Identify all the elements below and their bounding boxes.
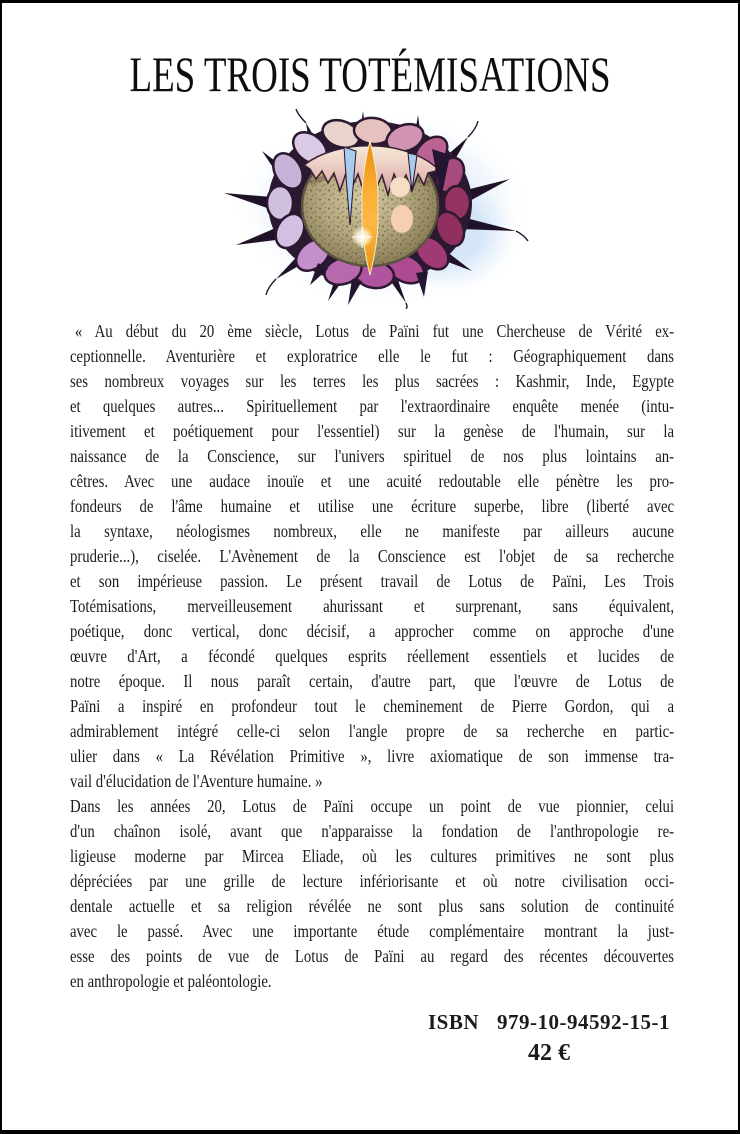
eye-illustration xyxy=(210,107,530,309)
isbn-value: 979-10-94592-15-1 xyxy=(497,1010,670,1034)
body-line: cêtres. Avec une audace inouïe et une acuité redoutable elle pénètre les pro- xyxy=(70,471,675,491)
body-line: Païni a inspiré en profondeur tout le cheminement de Pierre Gordon, qui a xyxy=(70,696,675,716)
body-line: dépréciées par une grille de lecture infériorisante et où notre civilisation occi- xyxy=(70,871,675,891)
body-line: œuvre d'Art, a fécondé quelques esprits réellement essentiels et lucides de xyxy=(70,646,675,666)
body-line: avec le passé. Avec une importante étude complémentaire montrant la just- xyxy=(70,921,675,941)
body-line: « Au début du 20 ème siècle, Lotus de Païni fut une Chercheuse de Vérité ex- xyxy=(74,321,675,341)
body-line: naissance de la Conscience, sur l'univers spirituel de nos plus lointains an- xyxy=(70,446,675,466)
isbn-label: ISBN xyxy=(427,1010,480,1034)
body-line: vail d'élucidation de l'Aventure humaine. » xyxy=(70,771,323,791)
body-line: d'un chaînon isolé, avant que n'apparaisse la fondation de l'anthropologie re- xyxy=(70,821,675,841)
isbn-price-block xyxy=(428,1010,670,1067)
body-line: poétique, donc vertical, donc décisif, a approcher comme on approche d'une xyxy=(70,621,675,641)
body-line: ligieuse moderne par Mircea Eliade, où les cultures primitives ne sont plus xyxy=(70,846,675,866)
body-line: pruderie...), ciselée. L'Avènement de la Conscience est l'objet de sa recherche xyxy=(70,546,675,566)
price: 42 € xyxy=(527,1040,570,1066)
body-line: notre époque. Il nous paraît certain, d'autre part, que l'œuvre de Lotus de xyxy=(70,671,675,691)
body-line: admirablement intégré celle-ci selon l'angle propre de sa recherche en partic- xyxy=(70,721,675,741)
body-line: dentale actuelle et sa religion révélée ne sont plus sans solution de continuité xyxy=(70,896,675,916)
body-line: ceptionnelle. Aventurière et exploratrice elle le fut : Géographiquement dans xyxy=(70,346,675,366)
body-line: ses nombreux voyages sur les terres les plus sacrées : Kashmir, Inde, Egypte xyxy=(70,371,675,391)
isbn-line xyxy=(428,1010,670,1035)
body-line: itivement et poétiquement pour l'essentiel) sur la genèse de l'humain, sur la xyxy=(70,421,675,441)
body-line: Totémisations, merveilleusement ahurissant et surprenant, sans équivalent, xyxy=(70,596,675,616)
body-line: et son impérieuse passion. Le présent travail de Lotus de Païni, Les Trois xyxy=(70,571,675,591)
page-title: LES TROIS TOTÉMISATIONS xyxy=(129,46,611,102)
body-line: Dans les années 20, Lotus de Païni occupe un point de vue pionnier, celui xyxy=(70,796,675,816)
body-line: ulier dans « La Révélation Primitive », livre axiomatique de son immense tra- xyxy=(70,746,675,766)
body-text xyxy=(70,319,674,994)
body-line: fondeurs de l'âme humaine et utilise une écriture superbe, libre (liberté avec xyxy=(70,496,675,516)
body-line: esse des points de vue de Lotus de Païni au regard des récentes découvertes xyxy=(70,946,675,966)
body-line: la syntaxe, néologismes nombreux, elle ne manifeste par ailleurs aucune xyxy=(70,521,675,541)
body-line: en anthropologie et paléontologie. xyxy=(70,971,272,991)
footer xyxy=(2,1010,670,1067)
body-line: et quelques autres... Spirituellement par l'extraordinaire enquête menée (intu- xyxy=(70,396,675,416)
